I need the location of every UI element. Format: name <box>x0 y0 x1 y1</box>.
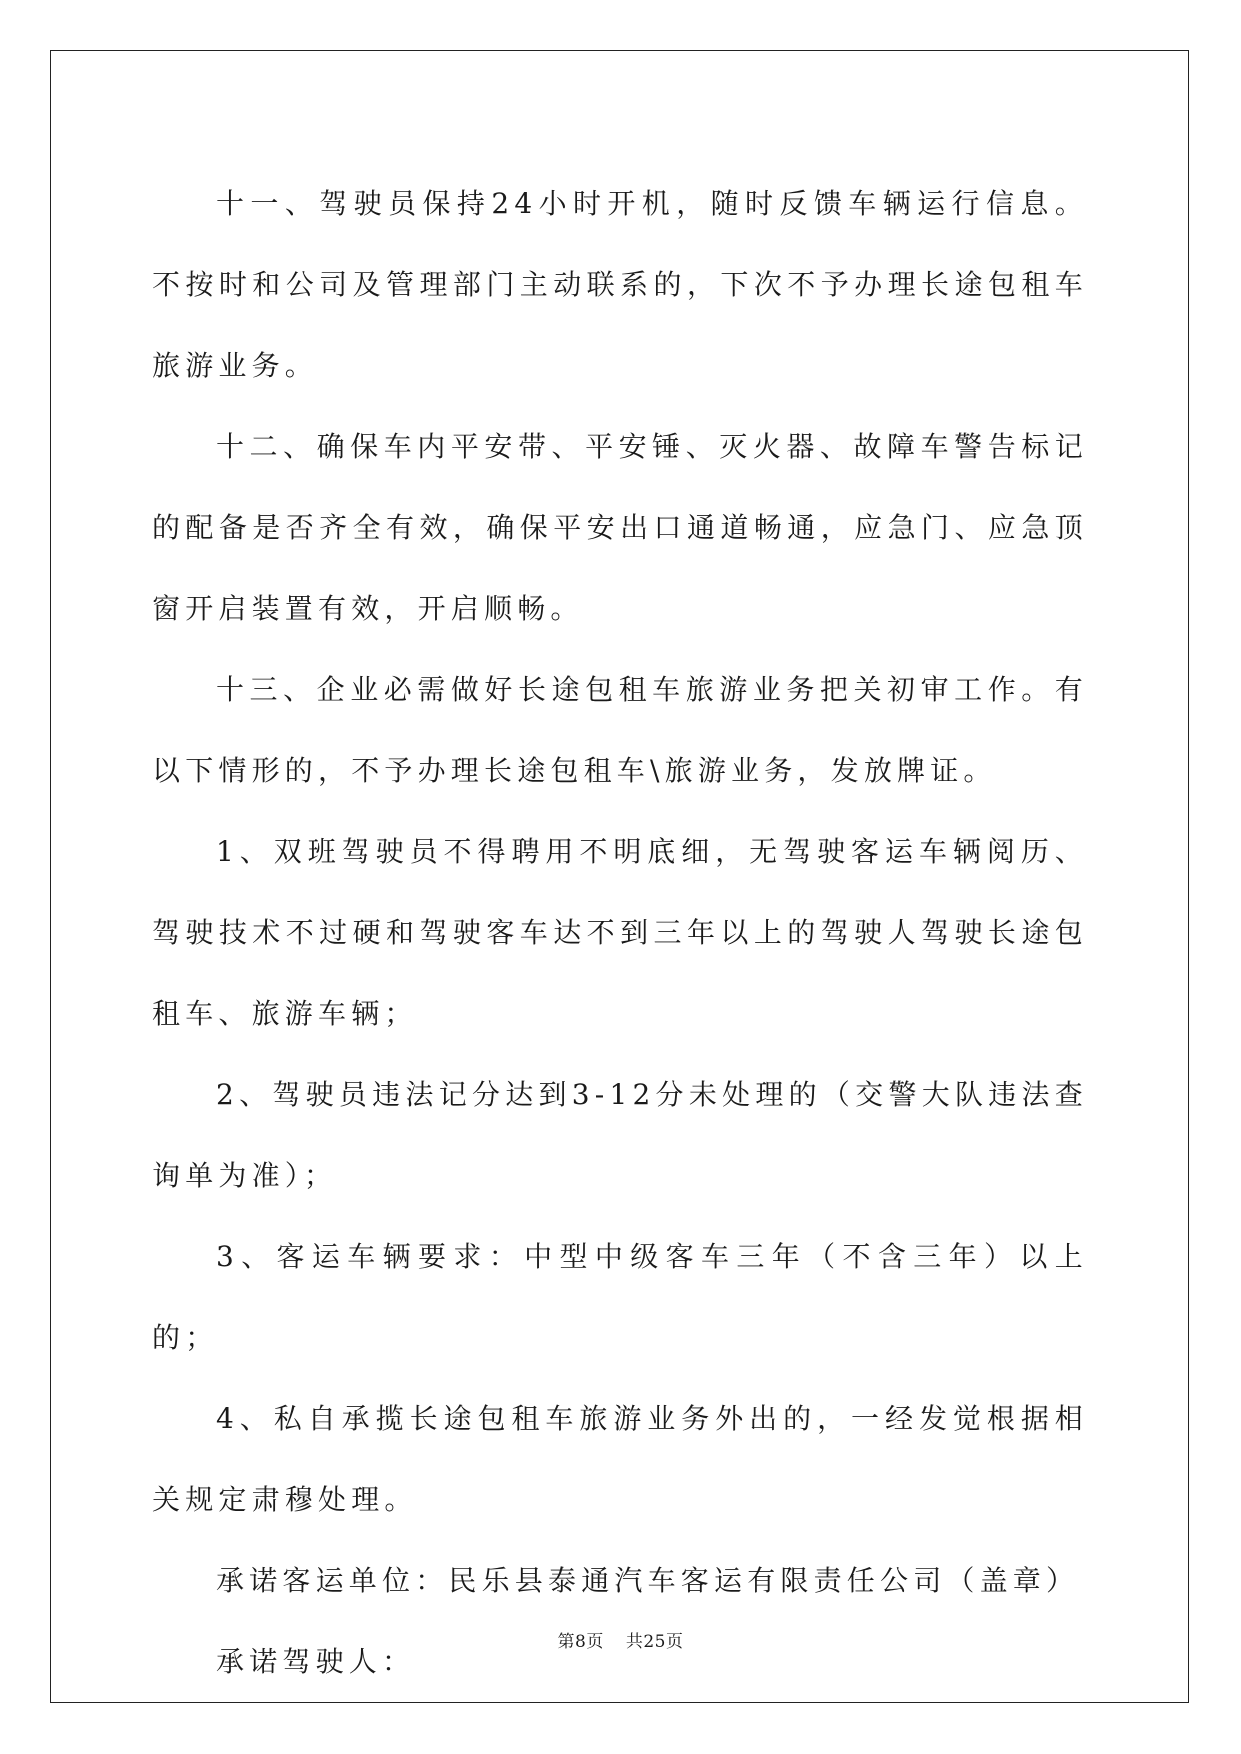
page-total: 共25页 <box>625 1632 684 1652</box>
document-body <box>152 163 1088 1702</box>
list-item-3: 3、客运车辆要求：中型中级客车三年（不含三年）以上的； <box>152 1240 1088 1354</box>
list-item-1: 1、双班驾驶员不得聘用不明底细，无驾驶客运车辆阅历、驾驶技术不过硬和驾驶客车达不到三年以上的驾驶人驾驶长途包租车、旅游车辆； <box>152 835 1088 1030</box>
list-item-4: 4、私自承揽长途包租车旅游业务外出的，一经发觉根据相关规定肃穆处理。 <box>152 1402 1088 1516</box>
paragraph-12: 十二、确保车内平安带、平安锤、灭火器、故障车警告标记的配备是否齐全有效，确保平安出口通道畅通，应急门、应急顶窗开启装置有效，开启顺畅。 <box>152 430 1088 625</box>
list-item-2: 2、驾驶员违法记分达到3-12分未处理的（交警大队违法查询单为准）； <box>152 1078 1088 1192</box>
page-number: 第8页 <box>557 1632 604 1652</box>
signature-driver: 承诺驾驶人： <box>216 1645 416 1678</box>
signature-unit: 承诺客运单位：民乐县泰通汽车客运有限责任公司（盖章） <box>216 1564 1080 1597</box>
paragraph-11: 十一、驾驶员保持24小时开机，随时反馈车辆运行信息。不按时和公司及管理部门主动联系的，下次不予办理长途包租车旅游业务。 <box>152 187 1088 382</box>
page-footer <box>0 1627 1241 1652</box>
paragraph-13: 十三、企业必需做好长途包租车旅游业务把关初审工作。有以下情形的，不予办理长途包租车\旅游业务，发放牌证。 <box>152 673 1088 787</box>
